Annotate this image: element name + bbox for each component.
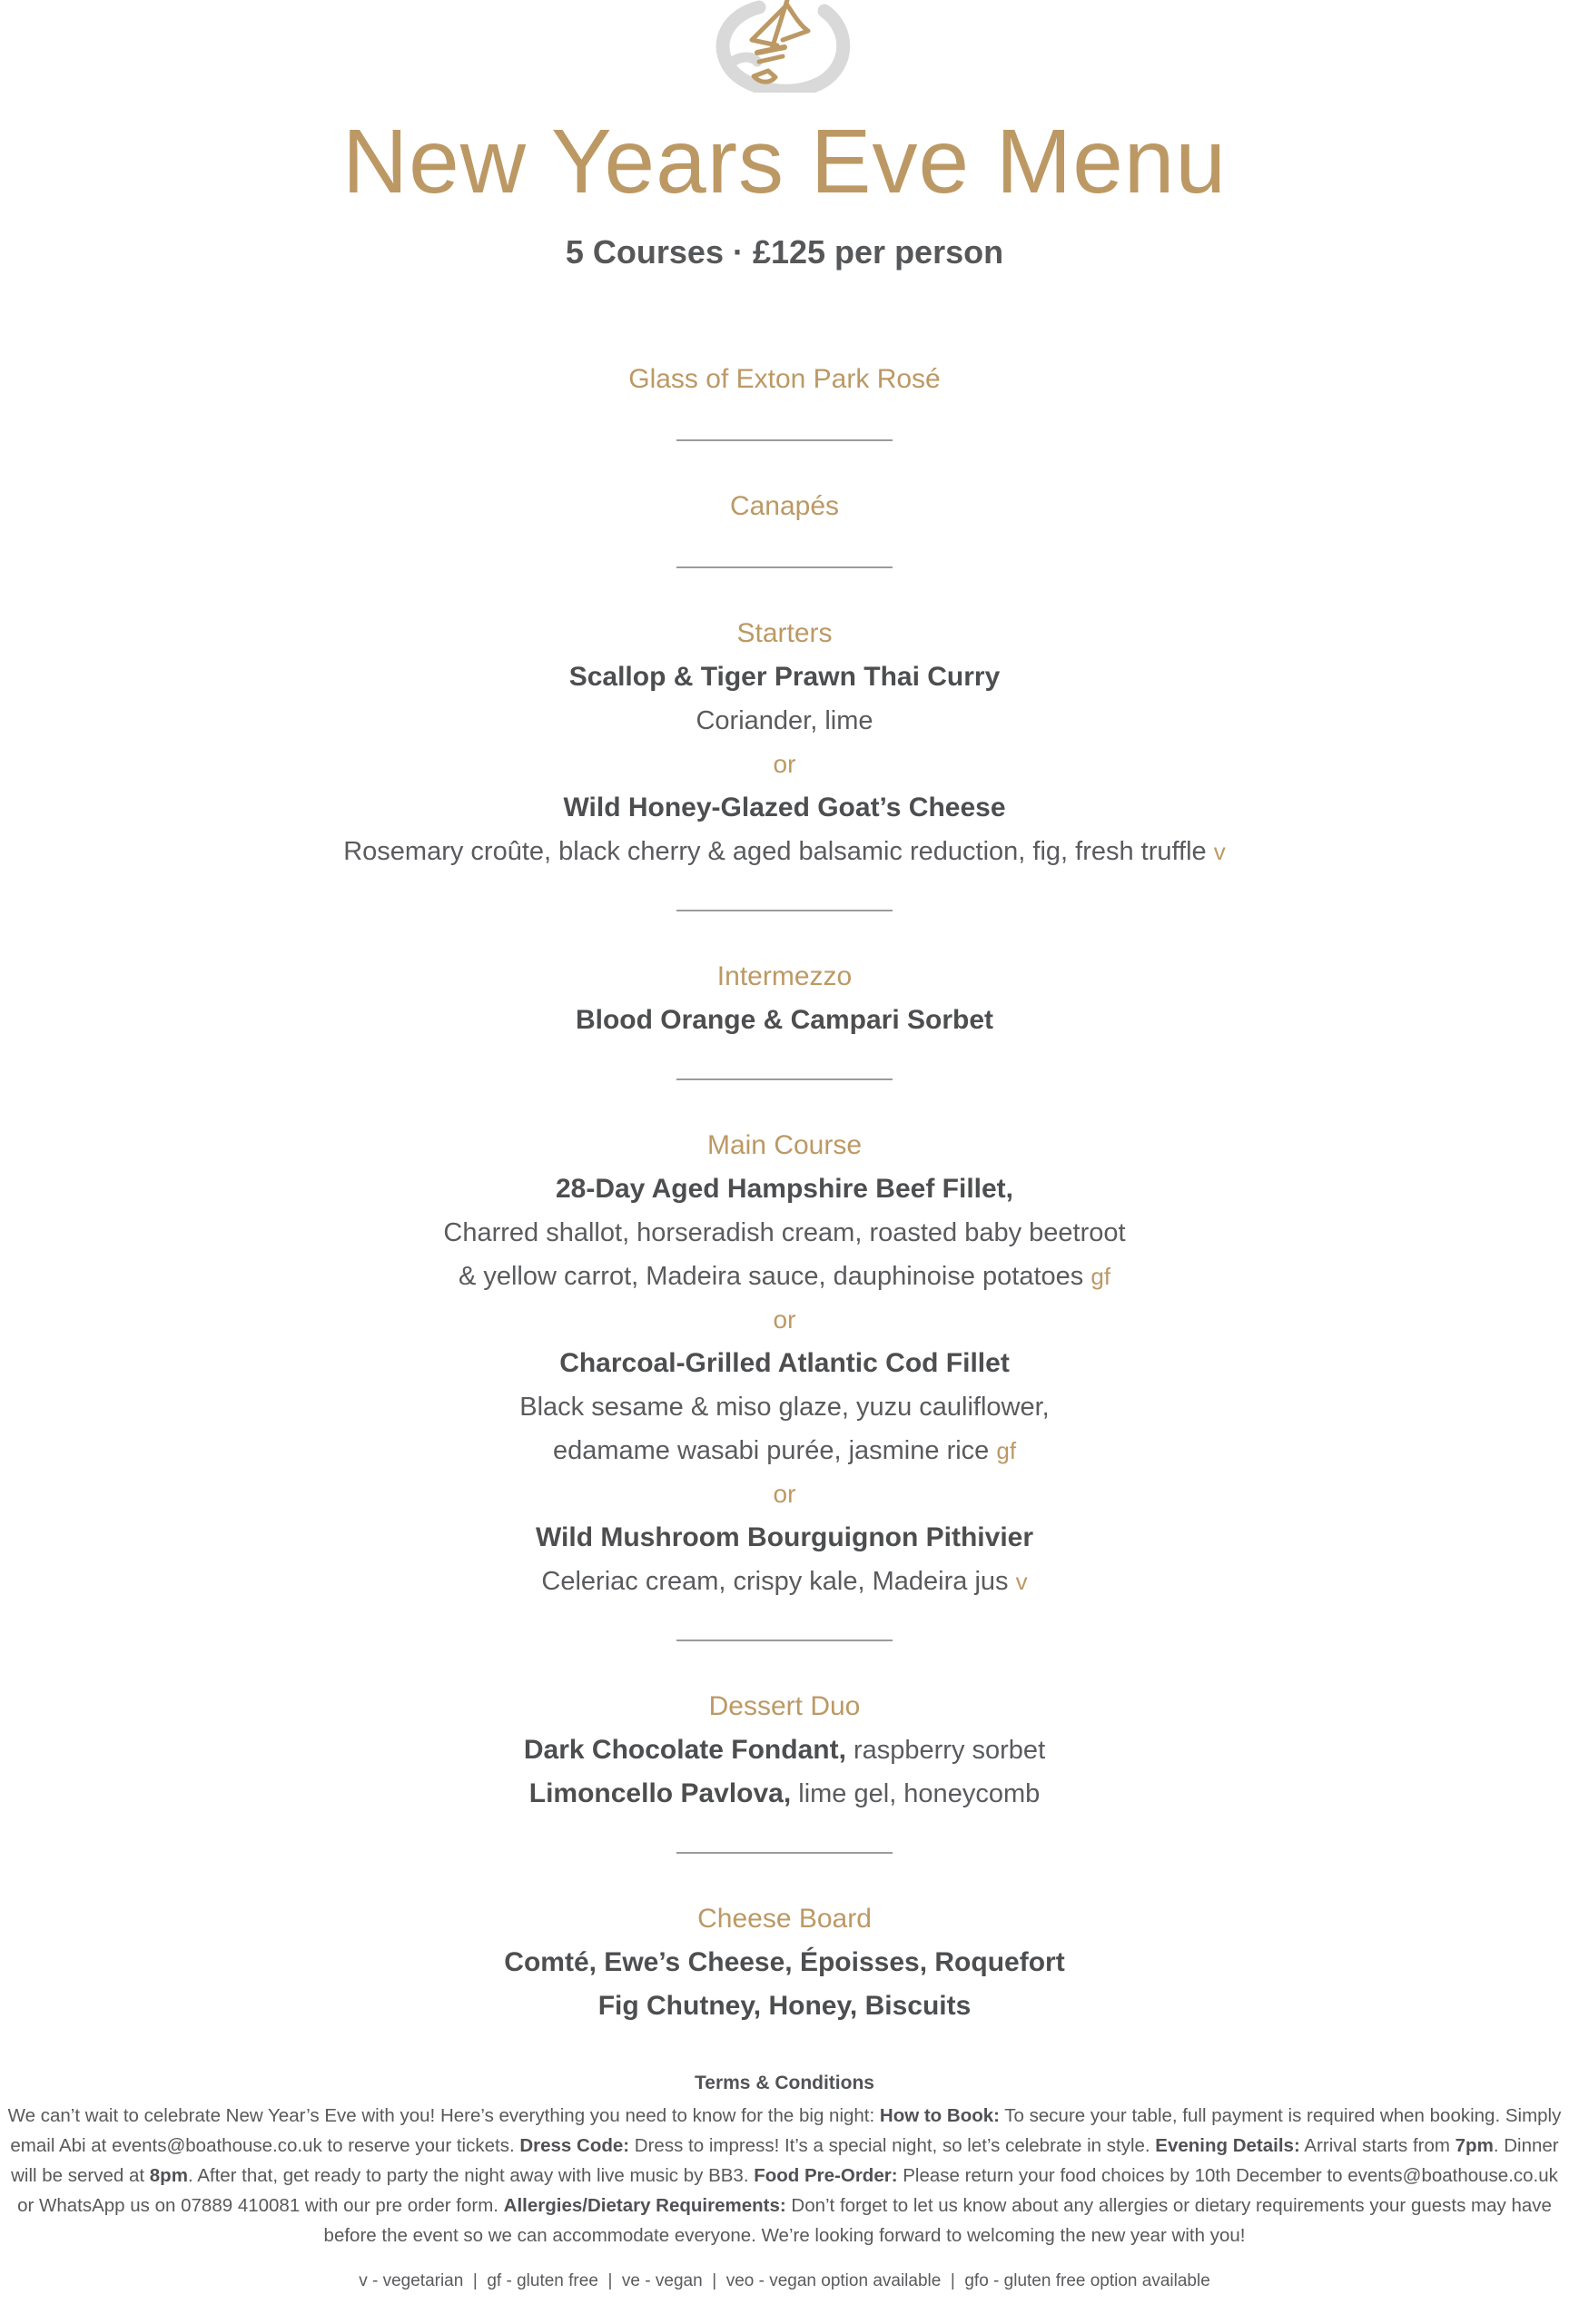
dish-description xyxy=(0,830,1569,873)
dish-description xyxy=(0,1255,1569,1298)
dish-name: Wild Mushroom Bourguignon Pithivier xyxy=(535,1522,1034,1552)
course-aperitif: Glass of Exton Park Rosé xyxy=(628,364,941,394)
dish-name: Blood Orange & Campari Sorbet xyxy=(575,1005,994,1035)
dish-name: Limoncello Pavlova, xyxy=(528,1778,792,1808)
dish-name: Dark Chocolate Fondant, xyxy=(523,1735,846,1765)
dish-description: Black sesame & miso glaze, yuzu cauliflower, xyxy=(519,1393,1050,1422)
section-divider xyxy=(676,1078,893,1080)
terms-heading: Terms & Conditions xyxy=(695,2073,874,2093)
dietary-legend: v - vegetarian | gf - gluten free | ve - vegan | veo - vegan option available | gfo - gluten free option available xyxy=(359,2271,1210,2290)
terms-segment: Dress to impress! It’s a special night, so let’s celebrate in style. xyxy=(629,2135,1156,2156)
sailboat-swirl-icon xyxy=(703,0,866,93)
dish-description-text: lime gel, honeycomb xyxy=(791,1779,1041,1808)
section-divider xyxy=(676,439,893,441)
dietary-tag-v: v xyxy=(1015,1568,1028,1595)
section-intermezzo xyxy=(0,955,1569,1042)
dish-description xyxy=(0,1429,1569,1472)
section-heading-intermezzo: Intermezzo xyxy=(716,961,853,991)
terms-label-food-pre-order: Food Pre-Order: xyxy=(754,2165,898,2186)
dietary-tag-gf: gf xyxy=(1090,1263,1111,1290)
section-divider xyxy=(676,910,893,911)
dish-description-text: & yellow carrot, Madeira sauce, dauphinoise potatoes xyxy=(458,1262,1084,1291)
dish-name: Charcoal-Grilled Atlantic Cod Fillet xyxy=(559,1348,1010,1378)
section-starters xyxy=(0,612,1569,873)
boathouse-logo xyxy=(0,0,1569,93)
course-canapes: Canapés xyxy=(729,491,840,521)
section-divider xyxy=(676,1640,893,1641)
terms-label-evening-details: Evening Details: xyxy=(1155,2135,1300,2156)
section-heading-starters: Starters xyxy=(736,618,833,648)
terms-label-dress-code: Dress Code: xyxy=(519,2135,630,2156)
section-divider xyxy=(676,566,893,568)
section-cheese xyxy=(0,1897,1569,2028)
dietary-tag-gf: gf xyxy=(996,1437,1017,1464)
section-heading-main-course: Main Course xyxy=(706,1130,863,1160)
terms-segment: . Dinner will be served at xyxy=(11,2135,1559,2186)
terms-segment: Arrival starts from xyxy=(1299,2135,1456,2156)
terms-time-8pm: 8pm xyxy=(149,2165,188,2186)
terms-segment: Please return your food choices by 10th December to events@boathouse.co.uk or WhatsApp us on 07889 410081 with our pre order form. xyxy=(17,2165,1558,2216)
dish-description-text: edamame wasabi purée, jasmine rice xyxy=(552,1436,990,1465)
dessert-item xyxy=(0,1772,1569,1816)
terms-segment: We can’t wait to celebrate New Year’s Eve with you! Here’s everything you need to know for the big night: xyxy=(7,2105,880,2126)
or-separator: or xyxy=(773,1305,796,1334)
or-separator: or xyxy=(773,1480,796,1508)
menu-subtitle: 5 Courses · £125 per person xyxy=(565,233,1004,271)
terms-segment: To secure your table, full payment is required when booking. Simply email Abi at events@boathouse.co.uk to reserve your tickets. xyxy=(10,2105,1562,2156)
section-main-course xyxy=(0,1124,1569,1603)
dish-name: Scallop & Tiger Prawn Thai Curry xyxy=(568,662,1001,692)
section-dessert xyxy=(0,1685,1569,1816)
section-heading-cheese: Cheese Board xyxy=(697,1904,872,1934)
terms-label-how-to-book: How to Book: xyxy=(879,2105,1000,2126)
terms-text xyxy=(7,2101,1562,2250)
dish-description-text: raspberry sorbet xyxy=(845,1736,1046,1765)
terms-time-7pm: 7pm xyxy=(1455,2135,1494,2156)
menu-title: New Years Eve Menu xyxy=(341,111,1228,212)
dish-name: Wild Honey-Glazed Goat’s Cheese xyxy=(563,793,1006,822)
terms-segment: . After that, get ready to party the night away with live music by BB3. xyxy=(187,2165,755,2186)
dish-description: Coriander, lime xyxy=(696,706,873,735)
terms-label-allergies: Allergies/Dietary Requirements: xyxy=(503,2195,786,2216)
cheese-line: Fig Chutney, Honey, Biscuits xyxy=(597,1991,972,2021)
section-divider xyxy=(676,1852,893,1854)
dish-description-text: Rosemary croûte, black cherry & aged balsamic reduction, fig, fresh truffle xyxy=(343,837,1207,866)
terms-segment: Don’t forget to let us know about any allergies or dietary requirements your guests may have before the event so we can accommodate everyone. We’re looking forward to welcoming the new year with you! xyxy=(323,2195,1552,2246)
or-separator: or xyxy=(773,750,796,778)
dish-description: Charred shallot, horseradish cream, roasted baby beetroot xyxy=(443,1218,1126,1247)
dish-description-text: Celeriac cream, crispy kale, Madeira jus xyxy=(541,1567,1009,1596)
section-heading-dessert: Dessert Duo xyxy=(708,1691,861,1721)
dietary-tag-v: v xyxy=(1213,838,1226,865)
dish-name: 28-Day Aged Hampshire Beef Fillet, xyxy=(555,1174,1014,1204)
dish-description xyxy=(0,1560,1569,1603)
dessert-item xyxy=(0,1728,1569,1772)
cheese-line: Comté, Ewe’s Cheese, Époisses, Roquefort xyxy=(504,1947,1065,1977)
terms-and-conditions xyxy=(0,2072,1569,2250)
